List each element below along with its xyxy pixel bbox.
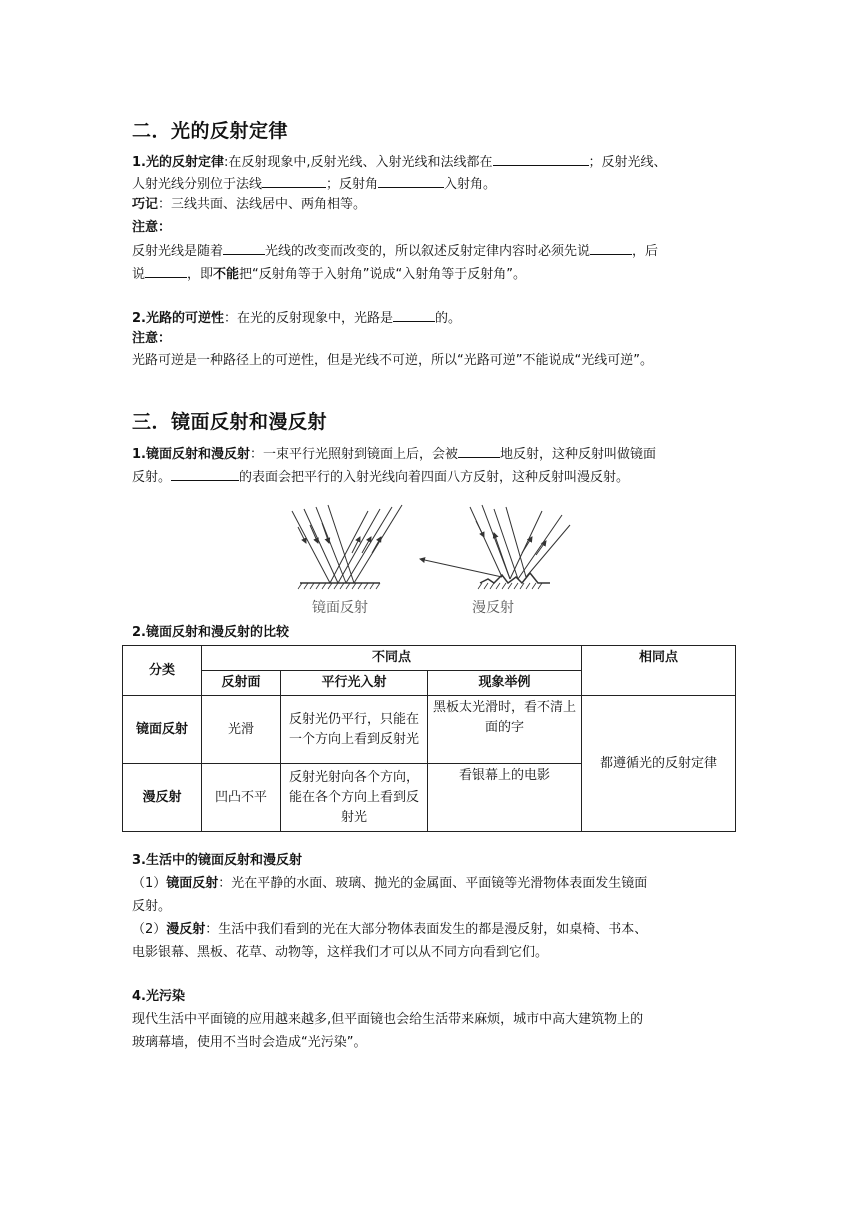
fig-label-diffuse: 漫反射 [472, 600, 514, 616]
blank-field [171, 466, 239, 481]
blank-field [493, 151, 589, 166]
reversibility-line [132, 307, 461, 329]
note2-colon: ： [158, 331, 172, 346]
law-text-5: 入射角。 [444, 177, 497, 192]
specular-diagram [292, 505, 402, 589]
p1-text-3: 反射。 [132, 470, 172, 485]
note-text-1: 反射光线是随着 [132, 244, 224, 259]
pollution-line-1: 现代生活中平面镜的应用越来越多,但平面镜也会给生活带来麻烦，城市中高大建筑物上的 [132, 1012, 644, 1027]
law-text-1: :在反射现象中,反射光线、入射光线和法线都在 [223, 155, 493, 170]
life-prefix-1: （1） [132, 876, 167, 891]
row-specular-parallel: 反射光仍平行，只能在一个方向上看到反射光 [281, 696, 428, 764]
note-text-5: ，即 [187, 267, 214, 282]
row-specular-surface: 光滑 [202, 696, 281, 764]
life-prefix-2: （2） [132, 922, 167, 937]
life-line-2: 反射。 [132, 899, 172, 914]
note-colon: ： [158, 220, 172, 235]
note-text-2: 光线的改变而改变的，所以叙述反射定律内容时必须先说 [265, 244, 591, 259]
tip-line [132, 195, 366, 215]
header-example: 现象举例 [428, 671, 582, 696]
note-heading [132, 218, 171, 238]
row-specular-name: 镜面反射 [123, 696, 202, 764]
note-text-4: 说 [132, 267, 146, 282]
life-line-4: 电影银幕、黑板、花草、动物等，这样我们才可以从不同方向看到它们。 [132, 945, 549, 960]
blank-field [458, 443, 500, 458]
tip-label: 巧记 [132, 197, 159, 212]
row-diffuse-example: 看银幕上的电影 [428, 764, 582, 832]
p1-label: 1.镜面反射和漫反射 [132, 447, 250, 462]
p1-text-1: ：一束平行光照射到镜面上后，会被 [249, 447, 458, 462]
life-title: 3.生活中的镜面反射和漫反射 [132, 853, 302, 868]
tip-text: ：三线共面、法线居中、两角相等。 [158, 197, 367, 212]
header-surface: 反射面 [202, 671, 281, 696]
p1-text-4: 的表面会把平行的入射光线向着四面八方反射，这种反射叫漫反射。 [239, 470, 630, 485]
note2-label: 注意 [132, 331, 159, 346]
note2-text: 光路可逆是一种路径上的可逆性，但是光线不可逆，所以“光路可逆”不能说成“光线可逆”。 [132, 353, 653, 368]
life-line-1 [132, 874, 647, 894]
reversibility-text-1: ：在光的反射现象中，光路是 [223, 311, 393, 326]
blank-field [262, 173, 326, 188]
header-parallel: 平行光入射 [281, 671, 428, 696]
row-diffuse-name: 漫反射 [123, 764, 202, 832]
law-line-1 [132, 151, 667, 173]
section-heading-specular-diffuse: 三．镜面反射和漫反射 [132, 411, 328, 433]
p1-text-2: 地反射，这种反射叫做镜面 [500, 447, 657, 462]
fig-label-specular: 镜面反射 [312, 600, 368, 616]
reflection-figure [280, 503, 580, 618]
header-similarity: 相同点 [582, 646, 736, 696]
comparison-table [122, 645, 736, 832]
blank-field [378, 173, 444, 188]
row-diffuse-surface: 凹凸不平 [202, 764, 281, 832]
section-heading-reflection-law: 二．光的反射定律 [132, 120, 289, 142]
reversibility-text-2: 的。 [435, 311, 462, 326]
life-line-3 [132, 920, 647, 940]
note-line-1 [132, 240, 658, 262]
reversibility-label: 2.光路的可逆性 [132, 311, 224, 326]
law-text-2: ；反射光线、 [588, 155, 667, 170]
header-category: 分类 [123, 646, 202, 696]
row-diffuse-parallel: 反射光射向各个方向，能在各个方向上看到反射光 [281, 764, 428, 832]
life-text-2: ：生活中我们看到的光在大部分物体表面发生的都是漫反射，如桌椅、书本、 [205, 922, 648, 937]
row-specular-example: 黑板太光滑时，看不清上面的字 [428, 696, 582, 764]
comparison-title: 2.镜面反射和漫反射的比较 [132, 625, 289, 640]
blank-field [145, 263, 187, 278]
diffuse-diagram [420, 505, 570, 589]
blank-field [393, 307, 435, 322]
life-label-diffuse: 漫反射 [166, 922, 206, 937]
p1-line-2 [132, 466, 629, 488]
blank-field [590, 240, 632, 255]
pollution-title: 4.光污染 [132, 989, 185, 1004]
blank-field [223, 240, 265, 255]
law-label: 1.光的反射定律 [132, 155, 224, 170]
note-line-2 [132, 263, 526, 285]
life-text-1: ：光在平静的水面、玻璃、抛光的金属面、平面镜等光滑物体表面发生镜面 [218, 876, 648, 891]
note-text-6: 把“反射角等于入射角”说成“入射角等于反射角”。 [239, 267, 526, 282]
p1-line-1 [132, 443, 656, 465]
law-line-2 [132, 173, 496, 195]
note-label: 注意 [132, 220, 159, 235]
note-text-3: ，后 [632, 244, 659, 259]
similarity-cell: 都遵循光的反射定律 [582, 696, 736, 832]
life-label-specular: 镜面反射 [166, 876, 219, 891]
note2-heading [132, 329, 171, 349]
law-text-3: 人射光线分别位于法线 [132, 177, 263, 192]
law-text-4: ；反射角 [326, 177, 379, 192]
pollution-line-2: 玻璃幕墙，使用不当时会造成“光污染”。 [132, 1035, 367, 1050]
note-bold: 不能 [213, 267, 240, 282]
header-difference: 不同点 [202, 646, 582, 671]
note2-line [132, 351, 653, 371]
